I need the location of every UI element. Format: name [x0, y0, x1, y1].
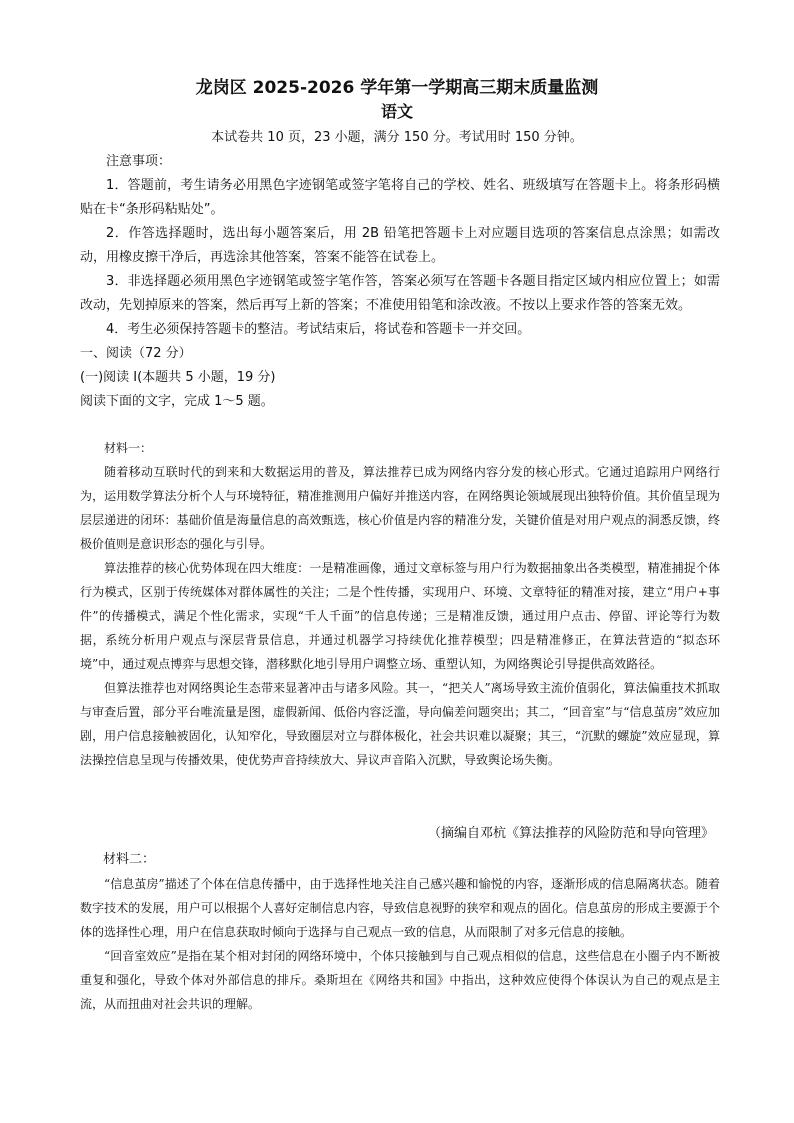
notice-heading: 注意事项：	[106, 154, 172, 169]
material-1-label: 材料一：	[104, 441, 153, 455]
material-1-paragraph: 随着移动互联时代的到来和大数据运用的普及，算法推荐已成为网络内容分发的核心形式。它通过追踪用户网络行为，运用数学算法分析个人与环境特征，精准推测用户偏好并推送内容，在网络舆论领域展现出独特价值。其价值呈现为层层递进的闭环：基础价值是海量信息的高效甄选，核心价值是内容的精准分发，关键价值是对用户观点的洞悉反馈，终极价值则是意识形态的强化与引导。	[80, 465, 720, 551]
sub-heading: (一)阅读 I(本题共 5 小题，19 分)	[80, 370, 276, 385]
material-2-label: 材料二：	[103, 852, 156, 867]
material-2	[80, 872, 720, 1016]
instruction: 阅读下面的文字，完成 1～5 题。	[80, 394, 274, 409]
material-1-source: （摘编自邓杭《算法推荐的风险防范和导向管理》	[427, 826, 714, 841]
material-1	[80, 436, 720, 772]
part-heading: 一、阅读（72 分）	[80, 346, 192, 361]
notice-section	[80, 150, 720, 414]
material-2-paragraph: “信息茧房”描述了个体在信息传播中，由于选择性地关注自己感兴趣和愉悦的内容，逐渐形成的信息隔离状态。随着数字技术的发展，用户可以根据个人喜好定制信息内容，导致信息视野的狭窄和观点的固化。信息茧房的形成主要源于个体的选择性心理，用户在信息获取时倾向于选择与自己观点一致的信息，从而限制了对多元信息的接触。	[80, 877, 720, 939]
subject-title: 语文	[380, 102, 413, 121]
notice-item-1: 1．答题前，考生请务必用黑色字迹钢笔或签字笔将自己的学校、姓名、班级填写在答题卡上。将条形码横贴在卡“条形码粘贴处”。	[80, 178, 720, 217]
notice-item-4: 4．考生必须保持答题卡的整洁。考试结束后，将试卷和答题卡一并交回。	[106, 322, 531, 337]
material-1-paragraph: 但算法推荐也对网络舆论生态带来显著冲击与诸多风险。其一，“把关人”离场导致主流价值弱化，算法偏重技术抓取与审查后置，部分平台唯流量是图，虚假新闻、低俗内容泛滥，导向偏差问题突出；其二，“回音室”与“信息茧房”效应加剧，用户信息接触被固化，认知窄化，导致圈层对立与群体极化，社会共识难以凝聚；其三，“沉默的螺旋”效应显现，算法操控信息呈现与传播效果，使优势声音持续放大、异议声音陷入沉默，导致舆论场失衡。	[80, 681, 720, 767]
material-2-paragraph: “回音室效应”是指在某个相对封闭的网络环境中，个体只接触到与自己观点相似的信息，这些信息在小圈子内不断被重复和强化，导致个体对外部信息的排斥。桑斯坦在《网络共和国》中指出，这种效应使得个体误认为自己的观点是主流，从而扭曲对社会共识的理解。	[80, 949, 720, 1011]
notice-item-2: 2．作答选择题时，选出每小题答案后，用 2B 铅笔把答题卡上对应题目选项的答案信息点涂黑；如需改动，用橡皮擦干净后，再选涂其他答案，答案不能答在试卷上。	[80, 226, 720, 265]
material-1-paragraph: 算法推荐的核心优势体现在四大维度：一是精准画像，通过文章标签与用户行为数据抽象出各类模型，精准捕捉个体行为模式，区别于传统媒体对群体属性的关注；二是个性传播，实现用户、环境、文章特征的精准对接，建立“用户+事件”的传播模式，满足个性化需求，实现“千人千面”的信息传递；三是精准反馈，通过用户点击、停留、评论等行为数据，系统分析用户观点与深层背景信息，并通过机器学习持续优化推荐模型；四是精准修正，在算法营造的“拟态环境”中，通过观点博弈与思想交锋，潜移默化地引导用户调整立场、重塑认知，为网络舆论引导提供高效路径。	[80, 561, 720, 671]
notice-item-3: 3．非选择题必须用黑色字迹钢笔或签字笔作答，答案必须写在答题卡各题目指定区域内相应位置上；如需改动，先划掉原来的答案，然后再写上新的答案；不准使用铅笔和涂改液。不按以上要求作答的答案无效。	[80, 274, 720, 313]
exam-info: 本试卷共 10 页，23 小题，满分 150 分。考试用时 150 分钟。	[211, 130, 583, 145]
exam-title: 龙岗区 2025-2026 学年第一学期高三期末质量监测	[195, 78, 599, 98]
